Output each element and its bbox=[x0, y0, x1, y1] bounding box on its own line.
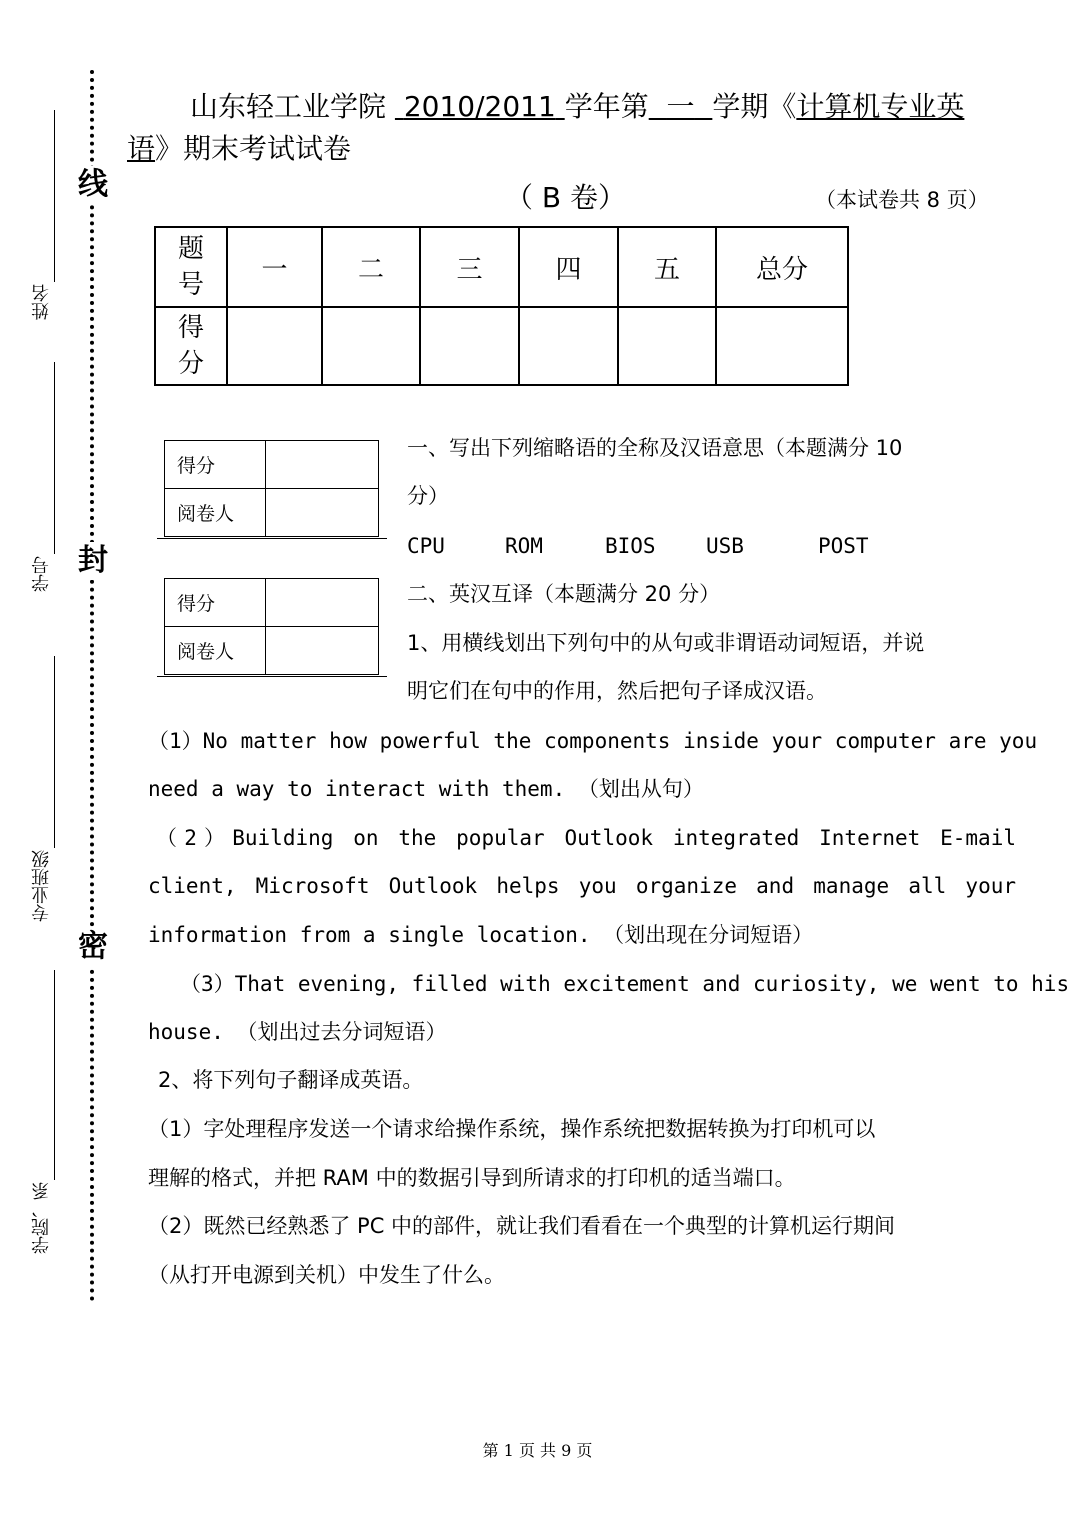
grader-score-cell bbox=[266, 441, 379, 489]
score-table bbox=[154, 226, 849, 386]
translate1-line1: （1）字处理程序发送一个请求给操作系统，操作系统把数据转换为打印机可以 bbox=[148, 1117, 876, 1141]
row-head-score: 得分 bbox=[155, 307, 227, 385]
sentence2-line3: information from a single location. （划出现在分词短语） bbox=[148, 923, 814, 947]
section2-q2: 2、将下列句子翻译成英语。 bbox=[158, 1068, 424, 1092]
grader-score-label: 得分 bbox=[165, 579, 266, 627]
score-cell bbox=[322, 307, 420, 385]
col-2: 二 bbox=[322, 227, 420, 307]
binding-char-feng: 封 bbox=[78, 543, 108, 578]
abbr-bios: BIOS bbox=[605, 534, 656, 558]
page-footer: 第 1 页 共 9 页 bbox=[482, 1441, 593, 1460]
college-label: 学院、系 bbox=[31, 1182, 52, 1254]
grader-underline bbox=[157, 676, 387, 677]
college-blank-line bbox=[54, 970, 55, 1180]
name-blank-line bbox=[54, 110, 55, 282]
col-3: 三 bbox=[420, 227, 519, 307]
paper-version: （ B 卷） bbox=[505, 181, 627, 214]
section1-title-line2: 分） bbox=[407, 484, 449, 508]
translate2-line1: （2）既然已经熟悉了 PC 中的部件，就让我们看看在一个典型的计算机运行期间 bbox=[148, 1214, 896, 1238]
grader-reviewer-cell bbox=[266, 627, 379, 675]
section1-title-line1: 一、写出下列缩略语的全称及汉语意思（本题满分 10 bbox=[407, 436, 903, 460]
sentence1-line2: need a way to interact with them. （划出从句） bbox=[148, 777, 704, 801]
translate2-line2: （从打开电源到关机）中发生了什么。 bbox=[148, 1263, 505, 1287]
binding-dotted-line bbox=[90, 70, 94, 1302]
student-id-blank-line bbox=[54, 362, 55, 554]
student-id-label: 学号 bbox=[31, 556, 52, 592]
grader-reviewer-label: 阅卷人 bbox=[165, 627, 266, 675]
grader-box-section1 bbox=[164, 440, 379, 537]
row-head-question: 题号 bbox=[155, 227, 227, 307]
abbr-rom: ROM bbox=[505, 534, 543, 558]
grader-underline bbox=[157, 538, 387, 539]
col-4: 四 bbox=[519, 227, 618, 307]
sentence2-line2: client, Microsoft Outlook helps you organize and manage all your bbox=[148, 874, 1016, 898]
exam-title: 山东轻工业学院 2010/2011 学年第 一 学期《计算机专业英 语》期末考试试卷 bbox=[127, 90, 965, 165]
page-count-note: （本试卷共 8 页） bbox=[815, 188, 989, 212]
section2-q1-line2: 明它们在句中的作用，然后把句子译成汉语。 bbox=[407, 679, 827, 703]
grader-reviewer-label: 阅卷人 bbox=[165, 489, 266, 537]
binding-char-xian: 线 bbox=[78, 167, 108, 202]
sentence1-line1: （1）No matter how powerful the components inside your computer are you bbox=[148, 729, 1038, 753]
section2-title: 二、英汉互译（本题满分 20 分） bbox=[407, 582, 721, 606]
abbr-post: POST bbox=[818, 534, 869, 558]
class-label: 专业班级 bbox=[31, 850, 52, 922]
grader-box-section2 bbox=[164, 578, 379, 675]
col-5: 五 bbox=[618, 227, 716, 307]
score-cell bbox=[420, 307, 519, 385]
sentence3-line1: （3）That evening, filled with excitement and curiosity, we went to his bbox=[180, 972, 1070, 996]
score-cell bbox=[519, 307, 618, 385]
name-label: 姓名 bbox=[31, 284, 52, 320]
sentence3-line2: house. （划出过去分词短语） bbox=[148, 1020, 447, 1044]
section2-q1-line1: 1、用横线划出下列句中的从句或非谓语动词短语，并说 bbox=[407, 631, 925, 655]
grader-reviewer-cell bbox=[266, 489, 379, 537]
score-cell bbox=[227, 307, 322, 385]
class-blank-line bbox=[54, 656, 55, 848]
col-1: 一 bbox=[227, 227, 322, 307]
grader-score-cell bbox=[266, 579, 379, 627]
abbr-usb: USB bbox=[706, 534, 744, 558]
sentence2-line1: （2）Building on the popular Outlook integrated Internet E-mail bbox=[156, 826, 1016, 850]
grader-score-label: 得分 bbox=[165, 441, 266, 489]
score-cell bbox=[618, 307, 716, 385]
translate1-line2: 理解的格式，并把 RAM 中的数据引导到所请求的打印机的适当端口。 bbox=[148, 1166, 796, 1190]
score-cell bbox=[716, 307, 848, 385]
abbr-cpu: CPU bbox=[407, 534, 445, 558]
col-total: 总分 bbox=[716, 227, 848, 307]
binding-char-mi: 密 bbox=[78, 929, 108, 964]
